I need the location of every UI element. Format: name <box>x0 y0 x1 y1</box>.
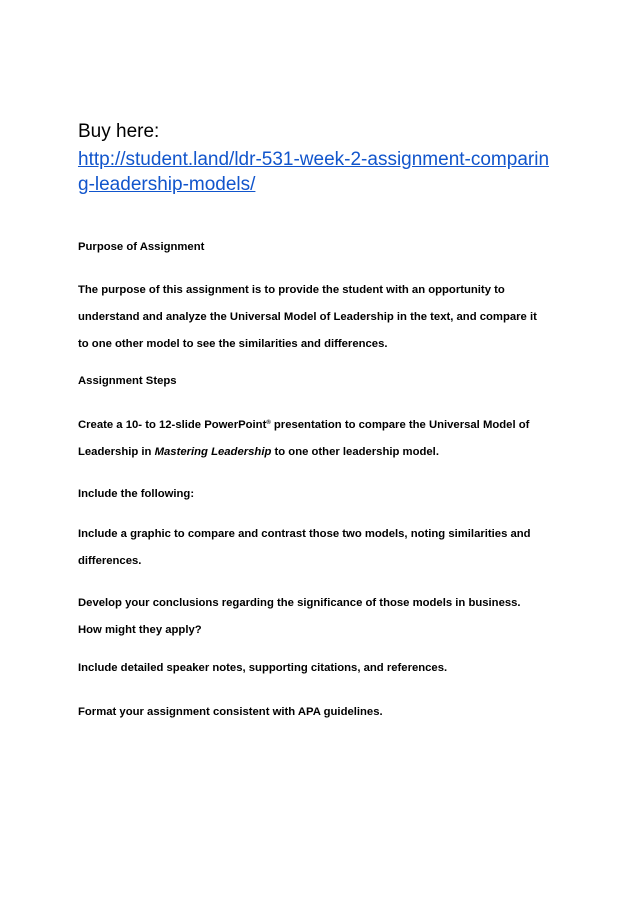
purpose-paragraph <box>78 277 568 358</box>
graphic-paragraph <box>78 521 568 575</box>
purpose-line-2: understand and analyze the Universal Model of Leadership in the text, and compare it <box>78 311 537 323</box>
product-link-line-1[interactable]: http://student.land/ldr-531-week-2-assignment-comparin <box>78 149 550 170</box>
create-text-part-2: presentation to compare the Universal Model of <box>270 419 530 431</box>
buy-here-label: Buy here: <box>78 121 160 142</box>
registered-mark: ® <box>266 420 271 426</box>
product-link-line-2[interactable]: g-leadership-models/ <box>78 174 256 195</box>
create-text-part-1: Create a 10- to 12-slide PowerPoint <box>78 419 267 431</box>
conclusions-paragraph <box>78 590 568 644</box>
create-line-2-post: to one other leadership model. <box>271 446 439 458</box>
create-line-2-pre: Leadership in <box>78 446 155 458</box>
purpose-line-1: The purpose of this assignment is to provide the student with an opportunity to <box>78 284 505 296</box>
product-link[interactable] <box>78 147 568 197</box>
graphic-line-2: differences. <box>78 555 142 567</box>
conclusions-line-2: How might they apply? <box>78 624 202 636</box>
create-line-2 <box>78 439 568 466</box>
purpose-heading: Purpose of Assignment <box>78 241 205 253</box>
graphic-line-1: Include a graphic to compare and contrast those two models, noting similarities and <box>78 528 531 540</box>
steps-heading: Assignment Steps <box>78 375 177 387</box>
include-following: Include the following: <box>78 488 195 500</box>
create-paragraph <box>78 412 568 466</box>
conclusions-line-1: Develop your conclusions regarding the significance of those models in business. <box>78 597 521 609</box>
purpose-line-3: to one other model to see the similarities and differences. <box>78 338 388 350</box>
book-title: Mastering Leadership <box>154 446 272 458</box>
apa-format-item: Format your assignment consistent with APA guidelines. <box>78 706 383 718</box>
create-line-1 <box>78 412 568 439</box>
speaker-notes-item: Include detailed speaker notes, supporting citations, and references. <box>78 662 448 674</box>
